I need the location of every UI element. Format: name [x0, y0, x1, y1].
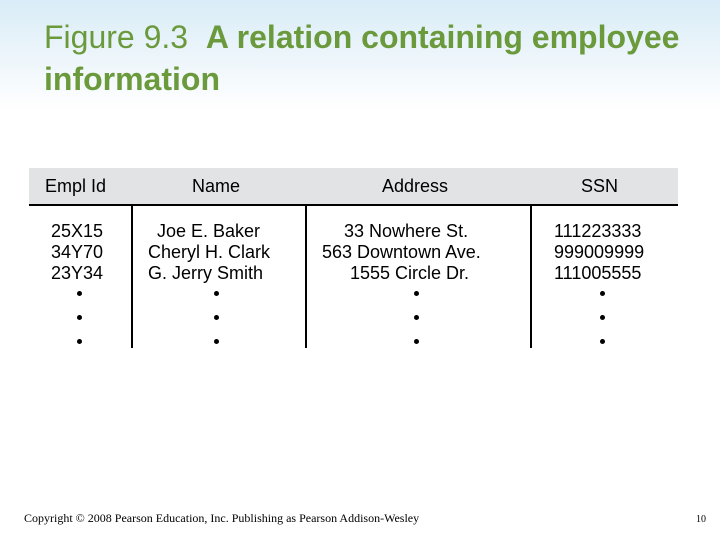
continuation-dot [600, 291, 605, 296]
column-divider [131, 204, 133, 348]
continuation-dot [77, 291, 82, 296]
column-divider [530, 204, 532, 348]
page-number: 10 [696, 514, 706, 525]
column-divider [305, 204, 307, 348]
continuation-dot [414, 339, 419, 344]
table-cell: G. Jerry Smith [148, 263, 264, 283]
copyright-notice: Copyright © 2008 Pearson Education, Inc. Publishing as Pearson Addison-Wesley [24, 511, 420, 525]
figure-caption: A relation containing employee information [44, 19, 680, 97]
column-header-ssn: SSN [581, 176, 619, 196]
continuation-dot [414, 315, 419, 320]
column-header-name: Name [192, 176, 241, 196]
continuation-dot [77, 315, 82, 320]
continuation-dot [214, 291, 219, 296]
table-cell: 23Y34 [51, 263, 104, 283]
header-divider [29, 204, 678, 206]
continuation-dot [600, 339, 605, 344]
table-cell: 111223333 [554, 221, 642, 241]
continuation-dot [214, 339, 219, 344]
continuation-dot [414, 291, 419, 296]
table-cell: 1555 Circle Dr. [350, 263, 470, 283]
slide-title [44, 16, 684, 100]
table-cell: Cheryl H. Clark [148, 242, 271, 262]
table-cell: Joe E. Baker [157, 221, 261, 241]
table-cell: 34Y70 [51, 242, 104, 262]
employee-relation-table [29, 168, 678, 348]
column-header-address: Address [382, 176, 449, 196]
table-cell: 33 Nowhere St. [344, 221, 469, 241]
table-cell: 563 Downtown Ave. [322, 242, 481, 262]
continuation-dot [214, 315, 219, 320]
continuation-dot [77, 339, 82, 344]
table-header-row [29, 168, 678, 204]
continuation-dot [600, 315, 605, 320]
table-cell: 999009999 [554, 242, 645, 262]
figure-number: Figure 9.3 [44, 19, 189, 55]
table-cell: 111005555 [554, 263, 642, 283]
column-header-empl-id: Empl Id [45, 176, 107, 196]
table-cell: 25X15 [51, 221, 104, 241]
table-body [29, 204, 678, 348]
